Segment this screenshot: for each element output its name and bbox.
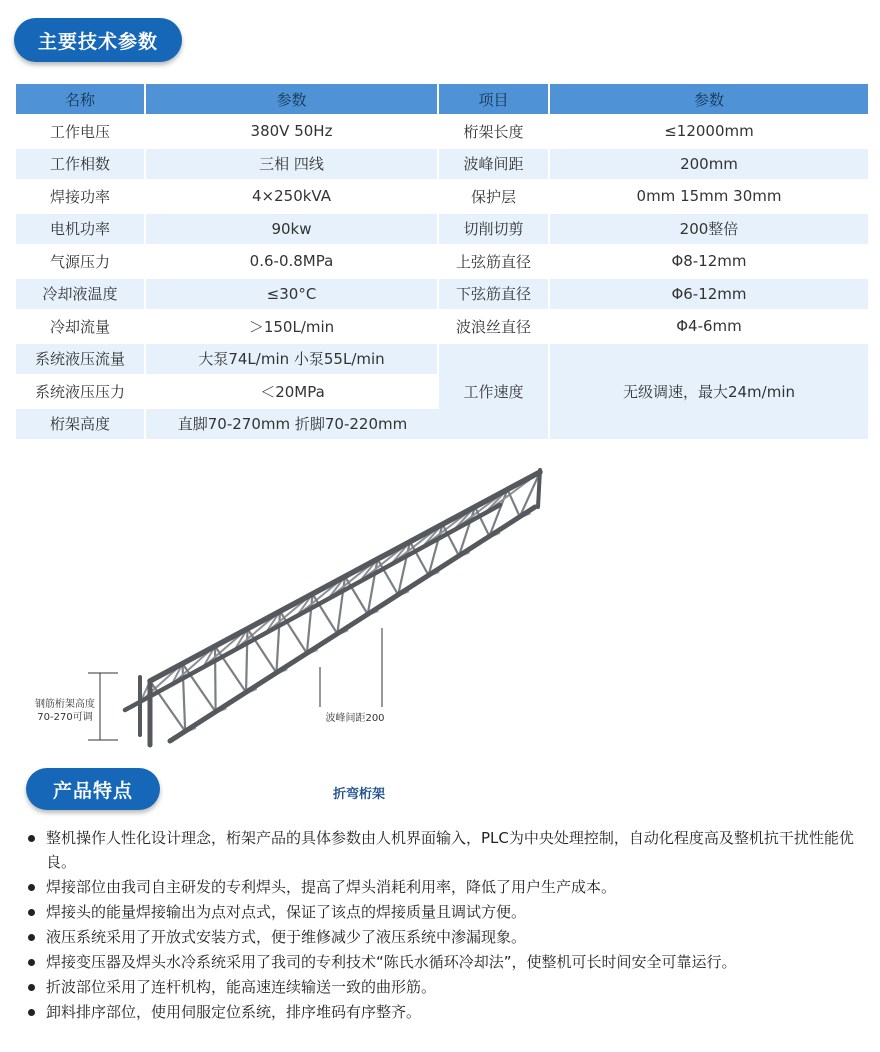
row-label: 波峰间距 (439, 149, 550, 182)
feature-text: 焊接部位由我司自主研发的专利焊头，提高了焊头消耗利用率，降低了用户生产成本。 (46, 878, 617, 896)
row-value: ＜20MPa (146, 376, 439, 409)
table-row (16, 246, 868, 279)
table-header-row (16, 84, 868, 116)
feature-text: 折波部位采用了连杆机构，能高速连续输送一致的曲形筋。 (46, 978, 437, 996)
row-label: 上弦筋直径 (439, 246, 550, 279)
row-label: 切削切剪 (439, 214, 550, 247)
table-row (16, 214, 868, 247)
bullet-icon (28, 909, 35, 916)
list-item (24, 1000, 870, 1024)
row-label: 下弦筋直径 (439, 279, 550, 312)
table-row (16, 311, 868, 344)
end-post (538, 470, 540, 507)
feature-text: 液压系统采用了开放式安装方式，便于维修减少了液压系统中渗漏现象。 (46, 928, 527, 946)
pitch-dimension (320, 628, 385, 724)
top-chord (150, 472, 540, 681)
table-row (16, 279, 868, 312)
truss-drawing (125, 470, 540, 745)
row-label: 焊接功率 (16, 181, 146, 214)
bullet-icon (28, 959, 35, 966)
feature-text: 卸料排序部位，使用伺服定位系统，排序堆码有序整齐。 (46, 1003, 422, 1021)
list-item (24, 925, 870, 949)
row-value: 200整倍 (550, 214, 868, 247)
height-label-line2: 70-270可调 (37, 712, 93, 723)
row-value: ＞150L/min (146, 311, 439, 344)
row-value: Φ6-12mm (550, 279, 868, 312)
bullet-icon (28, 884, 35, 891)
features-section-title: 产品特点 (26, 768, 160, 810)
list-item (24, 975, 870, 999)
table-row (16, 116, 868, 149)
row-label: 桁架长度 (439, 116, 550, 149)
web-wire (508, 489, 520, 516)
list-item (24, 875, 870, 899)
row-label: 系统液压流量 (16, 344, 146, 377)
header-param-2: 参数 (550, 84, 868, 116)
bullet-icon (28, 1009, 35, 1016)
truss-figure (0, 445, 880, 765)
row-value: 0mm 15mm 30mm (550, 181, 868, 214)
table-row (16, 181, 868, 214)
row-value: 直脚70-270mm 折脚70-220mm (146, 409, 439, 442)
list-item (24, 826, 870, 874)
pitch-label: 波峰间距200 (325, 713, 385, 724)
row-label: 桁架高度 (16, 409, 146, 442)
header-param: 参数 (146, 84, 439, 116)
specs-section-title: 主要技术参数 (14, 18, 182, 62)
row-value: 三相 四线 (146, 149, 439, 182)
feature-text: 整机操作人性化设计理念，桁架产品的具体参数由人机界面输入，PLC为中央处理控制，自动化程度高及整机抗干扰性能优良。 (46, 829, 854, 871)
bullet-icon (28, 984, 35, 991)
row-label: 冷却流量 (16, 311, 146, 344)
list-item (24, 900, 870, 924)
spec-table (16, 84, 868, 441)
row-value: 大泵74L/min 小泵55L/min (146, 344, 439, 377)
feature-list (24, 826, 870, 1025)
row-value: 90kw (146, 214, 439, 247)
row-value: Φ8-12mm (550, 246, 868, 279)
header-item: 项目 (439, 84, 550, 116)
bottom-chord-left (125, 505, 500, 710)
row-value: 380V 50Hz (146, 116, 439, 149)
merged-row-label: 工作速度 (439, 344, 550, 442)
row-value: ≤30°C (146, 279, 439, 312)
height-label-line1: 钢筋桁架高度 (35, 699, 95, 710)
row-value: Φ4-6mm (550, 311, 868, 344)
table-row (16, 149, 868, 182)
row-label: 波浪丝直径 (439, 311, 550, 344)
merged-row-value: 无级调速，最大24m/min (550, 344, 868, 442)
header-name: 名称 (16, 84, 146, 116)
height-dimension (35, 673, 118, 740)
row-label: 电机功率 (16, 214, 146, 247)
row-value: ≤12000mm (550, 116, 868, 149)
bottom-chord-right (170, 507, 535, 741)
row-value: 0.6-0.8MPa (146, 246, 439, 279)
row-label: 工作电压 (16, 116, 146, 149)
list-item (24, 950, 870, 974)
row-label: 冷却液温度 (16, 279, 146, 312)
row-value: 4×250kVA (146, 181, 439, 214)
feature-text: 焊接变压器及焊头水冷系统采用了我司的专利技术“陈氏水循环冷却法”，使整机可长时间安全可靠运行。 (46, 953, 737, 971)
row-label: 工作相数 (16, 149, 146, 182)
row-label: 气源压力 (16, 246, 146, 279)
figure-caption: 折弯桁架 (333, 787, 386, 802)
bullet-icon (28, 835, 35, 842)
row-label: 系统液压压力 (16, 376, 146, 409)
row-value: 200mm (550, 149, 868, 182)
table-row (16, 344, 868, 377)
row-label: 保护层 (439, 181, 550, 214)
bullet-icon (28, 934, 35, 941)
feature-text: 焊接头的能量焊接输出为点对点式，保证了该点的焊接质量且调试方便。 (46, 903, 527, 921)
